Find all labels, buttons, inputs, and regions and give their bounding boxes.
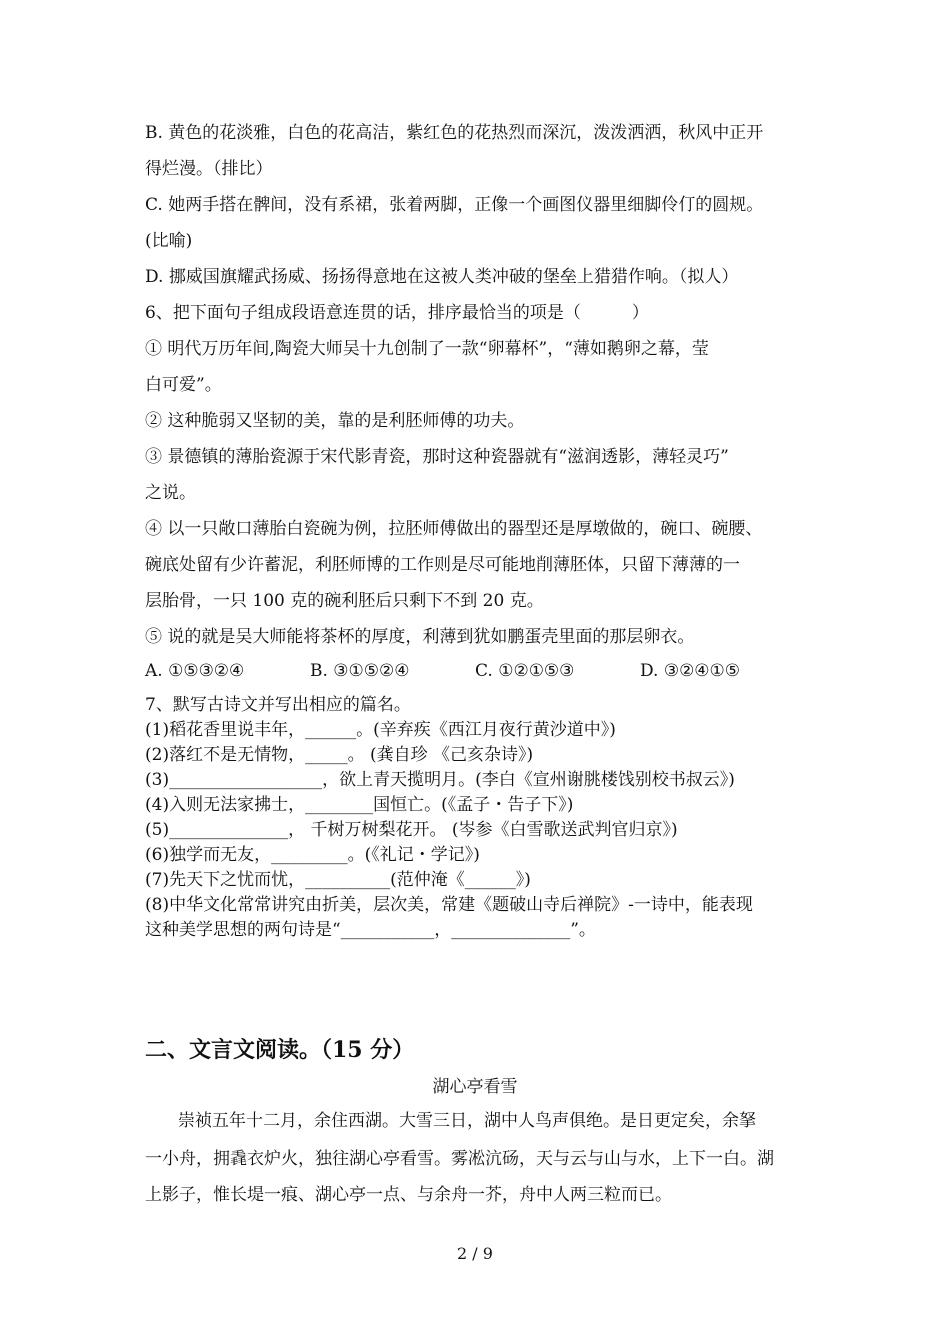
q5-option-b-line2: 得烂漫。（排比） <box>145 159 273 179</box>
q6-sentence-3-line1: ③ 景德镇的薄胎瓷源于宋代影青瓷，那时这种瓷器就有“滋润透影，薄轻灵巧” <box>145 447 729 467</box>
q7-item-8-line2: 这种美学思想的两句诗是“___________，______________”。 <box>145 920 596 940</box>
q6-sentence-2: ② 这种脆弱又坚韧的美，靠的是利胚师傅的功夫。 <box>145 411 525 431</box>
passage-line-3: 上影子，惟长堤一痕、湖心亭一点、与余舟一芥，舟中人两三粒而已。 <box>145 1185 672 1205</box>
q6-stem: 6、把下面句子组成段语意连贯的话，排序最恰当的项是（ ） <box>145 303 649 323</box>
q6-sentence-4-line3: 层胎骨，一只 100 克的碗利胚后只剩下不到 20 克。 <box>145 591 544 611</box>
passage-line-1: 崇祯五年十二月，余住西湖。大雪三日，湖中人鸟声俱绝。是日更定矣，余拏 <box>178 1111 756 1131</box>
section-heading: 二、文言文阅读。（15 分） <box>145 1037 415 1063</box>
passage-line-2: 一小舟，拥毳衣炉火，独往湖心亭看雪。雾凇沆砀，天与云与山与水，上下一白。湖 <box>145 1149 774 1169</box>
q6-option-b: B. ③①⑤②④ <box>310 661 410 681</box>
q7-item-1: (1)稻花香里说丰年，______。(辛弃疾《西江月夜行黄沙道中》) <box>145 720 616 740</box>
q7-stem: 7、默写古诗文并写出相应的篇名。 <box>145 695 411 715</box>
q6-options <box>145 660 805 682</box>
q6-sentence-3-line2: 之说。 <box>145 483 196 503</box>
passage-title: 湖心亭看雪 <box>432 1077 518 1097</box>
q7-item-4: (4)入则无法家拂士，________国恒亡。(《孟子・告子下》) <box>145 795 574 815</box>
page-number: 2 / 9 <box>457 1244 493 1263</box>
q7-item-8-line1: (8)中华文化常常讲究由折美，层次美，常建《题破山寺后禅院》-一诗中，能表现 <box>145 895 753 915</box>
q6-option-a: A. ①⑤③②④ <box>145 661 245 681</box>
q7-item-6: (6)独学而无友，_________。(《礼记・学记》) <box>145 845 480 865</box>
q6-sentence-4-line2: 碗底处留有少许蓄泥，利胚师博的工作则是尽可能地削薄胚体，只留下薄薄的一 <box>145 555 740 575</box>
q5-option-c-line1: C. 她两手搭在髀间，没有系裙，张着两脚，正像一个画图仪器里细脚伶仃的圆规。 <box>145 195 764 215</box>
q6-option-c: C. ①②①⑤③ <box>475 661 575 681</box>
q6-sentence-4-line1: ④ 以一只敞口薄胎白瓷碗为例，拉胚师傅做出的器型还是厚墩做的，碗口、碗腰、 <box>145 519 763 539</box>
q5-option-d: D. 挪威国旗耀武扬威、扬扬得意地在这被人类冲破的堡垒上猎猎作响。（拟人） <box>145 267 739 287</box>
q7-item-2: (2)落红不是无情物，_____。 (龚自珍 《己亥杂诗》) <box>145 745 534 765</box>
q7-item-3: (3)__________________，欲上青天揽明月。(李白《宣州谢朓楼饯别校书叔云》) <box>145 770 735 790</box>
q7-item-5: (5)______________， 千树万树梨花开。 (岑参《白雪歌送武判官归京》) <box>145 820 678 840</box>
q5-option-b-line1: B. 黄色的花淡雅，白色的花高洁，紫红色的花热烈而深沉，泼泼洒洒，秋风中正开 <box>145 123 764 143</box>
q6-sentence-1-line1: ① 明代万历年间,陶瓷大师吴十九创制了一款“卵幕杯”，“薄如鹅卵之幕，莹 <box>145 339 709 359</box>
q6-sentence-1-line2: 白可爱”。 <box>145 375 222 395</box>
q6-option-d: D. ③②④①⑤ <box>640 661 741 681</box>
q7-item-7: (7)先天下之忧而忧，__________(范仲淹《______》) <box>145 870 531 890</box>
q6-sentence-5: ⑤ 说的就是吴大师能将茶杯的厚度，利薄到犹如鹏蛋壳里面的那层卵衣。 <box>145 627 695 647</box>
q5-option-c-line2: (比喻) <box>145 231 193 251</box>
